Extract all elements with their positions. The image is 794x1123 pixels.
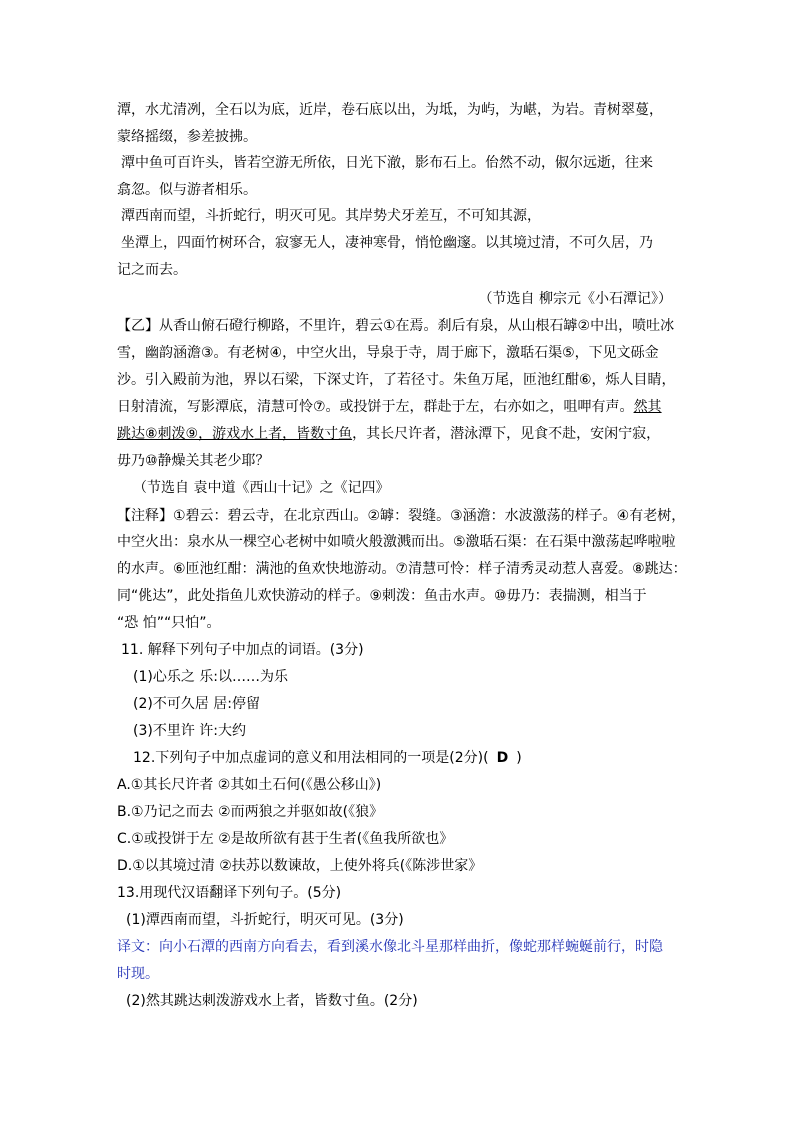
passage-yi-text: 日射清流，写影潭底，清慧可怜⑦。或投饼于左，群赴于左，右亦如之，咀呷有声。: [117, 399, 634, 415]
notes-line: “恐 怕”“只怕”。: [117, 615, 221, 631]
passage-jia-line: 潭，水尤清冽，全石以为底，近岸，卷石底以出，为坻，为屿，为嵁，为岩。青树翠蔓，: [117, 102, 663, 118]
question-12-option-a: A.①其长尺许者 ②其如土石何(《愚公移山》): [117, 777, 382, 793]
passage-jia-line: 潭西南而望，斗折蛇行，明灭可见。其岸势犬牙差互，不可知其源，: [121, 208, 541, 224]
question-12-text: 12.下列句子中加点虚词的意义和用法相同的一项是(2分)(: [133, 750, 489, 766]
question-13-translation: 译文：向小石潭的西南方向看去，看到溪水像北斗星那样曲折，像蛇那样蜿蜒前行，时隐: [117, 939, 663, 955]
question-13-sentence-2: (2)然其跳达刺泼游戏水上者，皆数寸鱼。(2分): [126, 993, 418, 1009]
passage-yi-line: 沙。引入殿前为池，界以石梁，下深丈许，了若径寸。朱鱼万尾，匝池红酣⑥，烁人目睛，: [117, 372, 676, 388]
passage-jia-line: 蒙络摇缀，参差披拂。: [117, 129, 257, 145]
question-13-title: 13.用现代汉语翻译下列句子。(5分): [117, 885, 342, 901]
notes-line: 【注释】①碧云：碧云寺，在北京西山。②罅：裂缝。③涵澹：水波激荡的样子。④有老树，: [117, 508, 686, 524]
notes-line: 中空火出：泉水从一棵空心老树中如喷火般激溅而出。⑤激聒石渠：在石渠中激荡起哗啦啦: [117, 534, 676, 550]
passage-yi-line: 雪，幽韵涵澹③。有老树④，中空火出，导泉于寺，周于廊下，激聒石渠⑤，下见文砾金: [117, 345, 659, 361]
question-12-title: 12.下列句子中加点虚词的意义和用法相同的一项是(2分)( D ): [133, 750, 522, 766]
passage-jia-line: 坐潭上，四面竹树环合，寂寥无人，凄神寒骨，悄怆幽邃。以其境过清，不可久居，乃: [121, 235, 653, 251]
question-13-sentence-1: (1)潭西南而望，斗折蛇行，明灭可见。(3分): [126, 912, 404, 928]
question-11-answer: (2)不可久居 居:停留: [133, 696, 260, 712]
question-11-answer: (1)心乐之 乐:以……为乐: [133, 669, 288, 685]
passage-jia-line: 潭中鱼可百许头，皆若空游无所依，日光下澈，影布石上。佁然不动，俶尔远逝，往来: [121, 155, 653, 171]
passage-yi-source: （节选自 袁中道《西山十记》之《记四》: [133, 480, 390, 496]
passage-yi-line: 【乙】从香山俯石磴行柳路，不里许，碧云①在焉。刹后有泉，从山根石罅②中出，喷吐冰: [117, 318, 675, 334]
passage-yi-line: 毋乃⑩静燥关其老少耶？: [117, 453, 270, 469]
question-11-title: 11. 解释下列句子中加点的词语。(3分): [121, 642, 364, 658]
underlined-text: 然其: [633, 399, 662, 415]
passage-jia-line: 翕忽。似与游者相乐。: [117, 182, 257, 198]
notes-line: 同“佻达”，此处指鱼儿欢快游动的样子。⑨刺泼：鱼击水声。⑩毋乃：表揣测，相当于: [117, 588, 647, 604]
question-11-answer: (3)不里许 许:大约: [133, 723, 246, 739]
question-13-translation: 时现。: [117, 966, 159, 982]
question-12-option-c: C.①或投饼于左 ②是故所欲有甚于生者(《鱼我所欲也》: [117, 831, 454, 847]
question-12-option-d: D.①以其境过清 ②扶苏以数谏故，上使外将兵(《陈涉世家》: [117, 858, 483, 874]
passage-yi-line: [117, 424, 677, 444]
notes-line: 的水声。⑥匝池红酣：满池的鱼欢快地游动。⑦清慧可怜：样子清秀灵动惹人喜爱。⑧跳达：: [117, 561, 687, 577]
passage-jia-line: 记之而去。: [117, 262, 187, 278]
passage-jia-source: （节选自 柳宗元《小石潭记》）: [478, 291, 672, 307]
question-12-option-b: B.①乃记之而去 ②而两狼之并驱如故(《狼》: [117, 804, 384, 820]
passage-yi-text: ，其长尺许者，潜泳潭下，见食不赴，安闲宁寂，: [352, 426, 661, 442]
passage-yi-line: [117, 397, 677, 417]
underlined-text: 跳达⑧刺泼⑨，游戏水上者，皆数寸鱼: [117, 426, 353, 442]
question-12-answer: D: [496, 750, 509, 766]
